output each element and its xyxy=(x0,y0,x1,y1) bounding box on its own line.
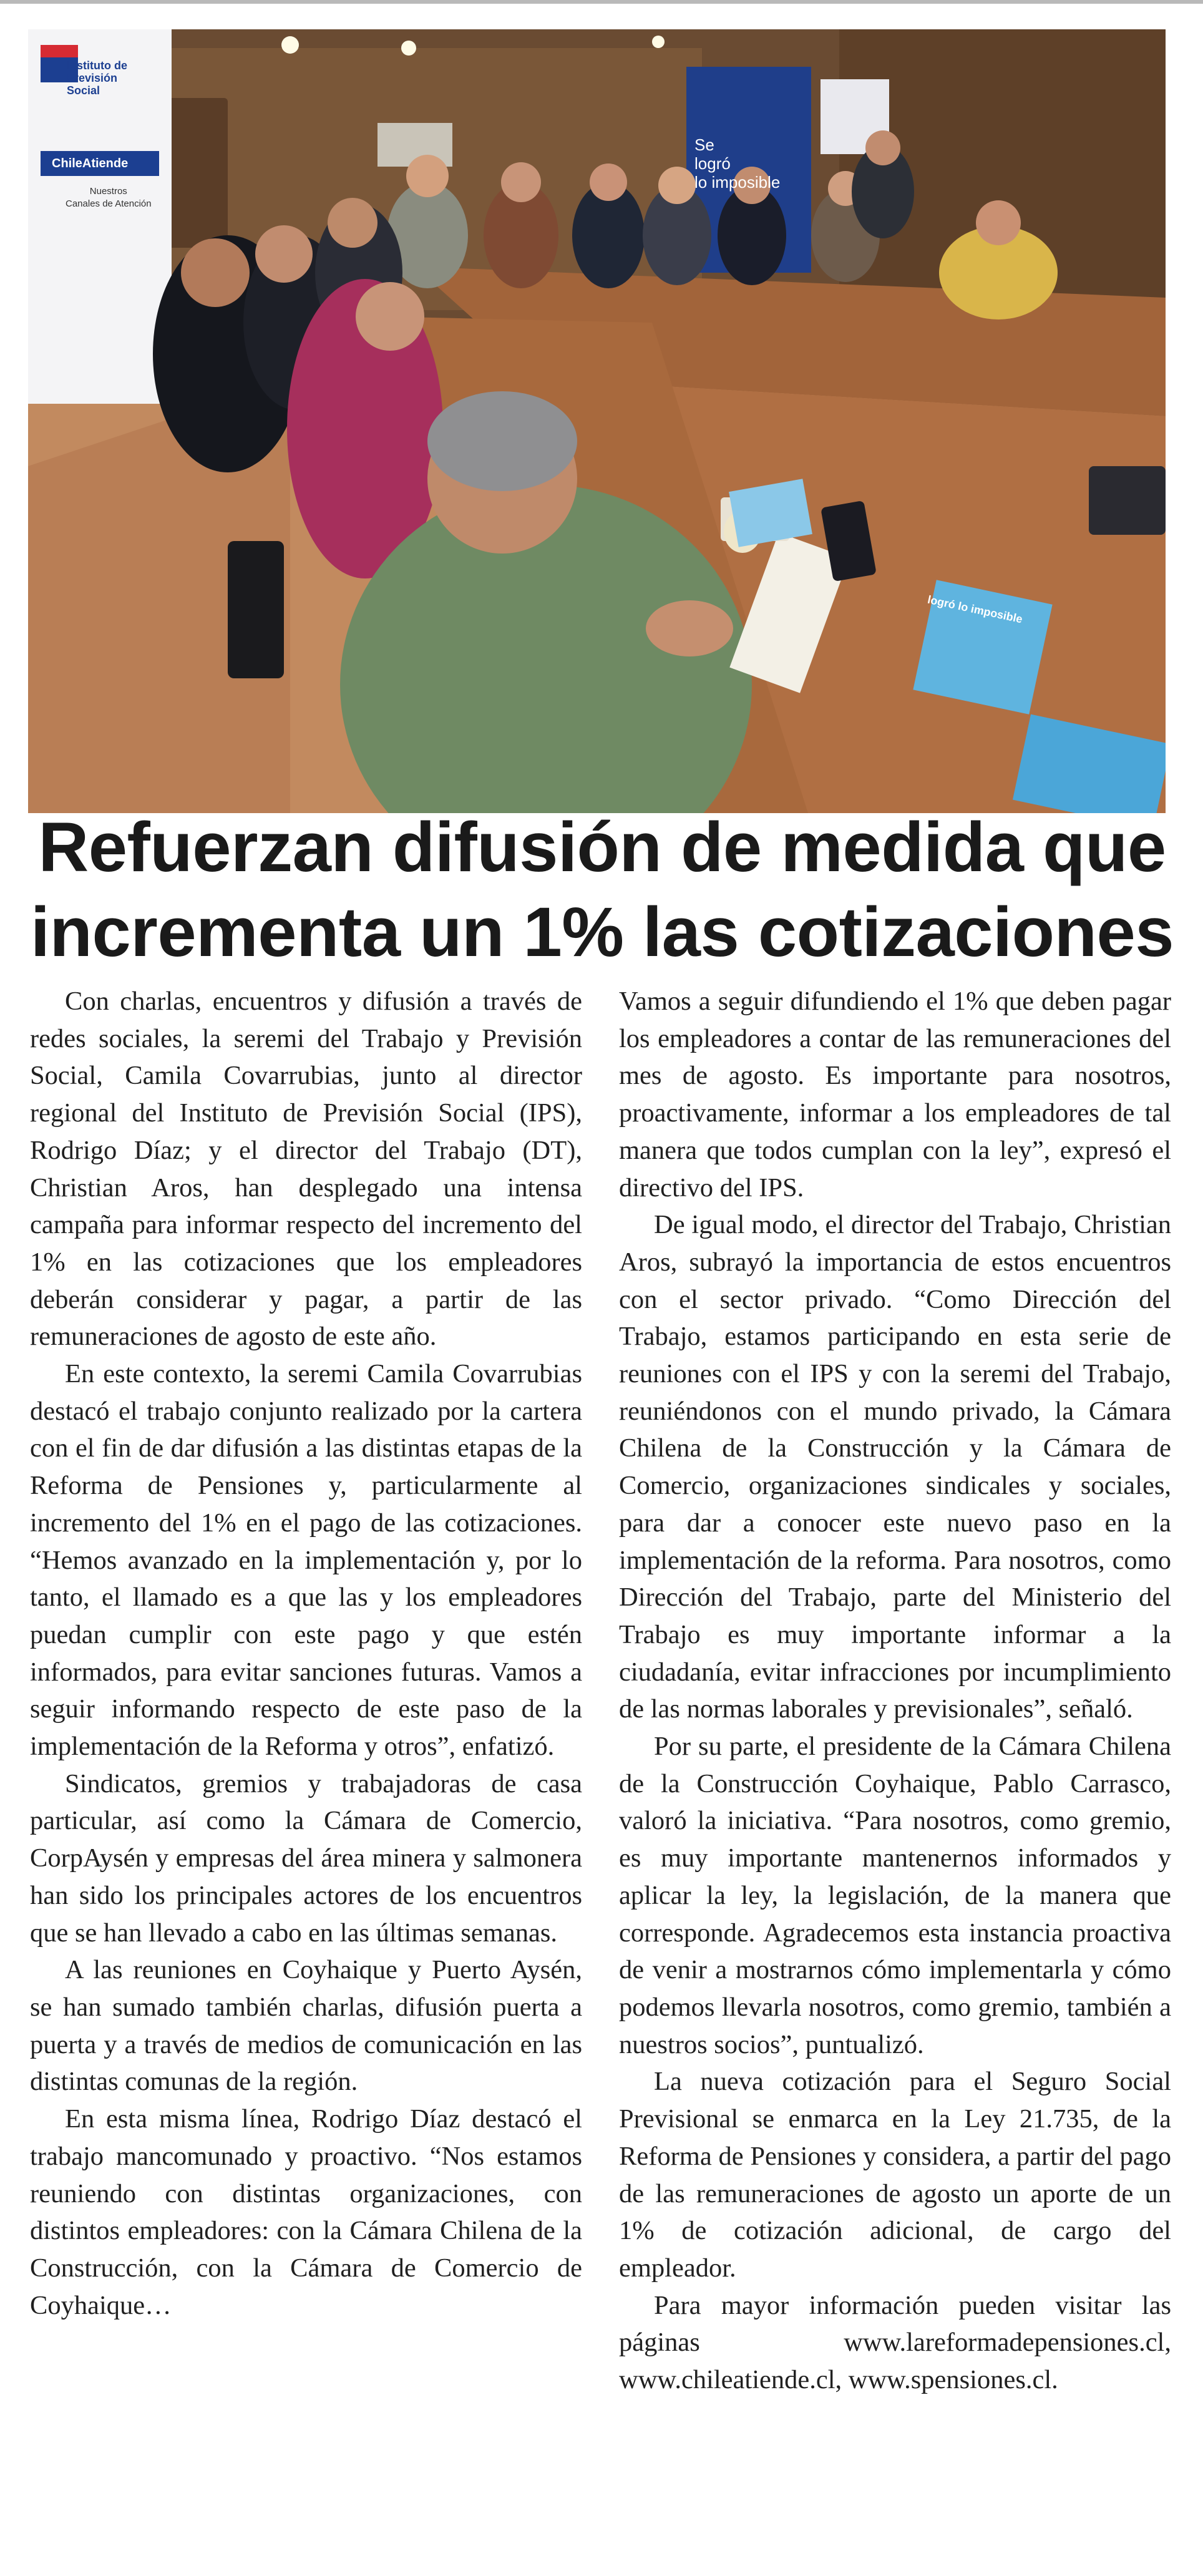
paragraph: Con charlas, encuentros y difusión a través de redes sociales, la seremi del Trabajo y Previsión Social, Camila Covarrubias, junto al director regional del Instituto de Previsión Social (IPS), Rodrigo Díaz; y el director del Trabajo (DT), Christian Aros, han desplegado una intensa campaña para informar respecto del incremento del 1% en las cotizaciones que los empleadores deberán considerar y pagar, a partir de las remuneraciones de agosto de este año. xyxy=(30,987,582,1352)
paragraph: En este contexto, la seremi Camila Covarrubias destacó el trabajo conjunto realizado por la cartera con el fin de dar difusión a las distintas etapas de la Reforma de Pensiones y, particularmente al incremento del 1% en el pago de las cotizaciones. “Hemos avanzado en la implementación y, por lo tanto, el llamado es a que las y los empleadores puedan cumplir con este pago y que estén informados, para evitar sanciones futuras. Vamos a seguir informando respecto de este paso de la implementación de la Reforma y otros”, enfatizó. xyxy=(30,1359,582,1762)
paragraph: Vamos a seguir difundiendo el 1% que deben pagar los empleadores a contar de las remuneraciones del mes de agosto. Es importante para nosotros, proactivamente, informar a los empleadores de tal manera que todos cumplan con la ley”, expresó el directivo del IPS. xyxy=(619,987,1171,1203)
center-banner-text xyxy=(694,135,780,192)
paragraph: A las reuniones en Coyhaique y Puerto Aysén, se han sumado también charlas, difusión puerta a puerta y a través de medios de comunicación en las distintas comunas de la región. xyxy=(30,1955,582,2097)
paragraph: Sindicatos, gremios y trabajadoras de casa particular, así como la Cámara de Comercio, CorpAysén y empresas del área minera y salmonera han sido los principales actores de los encuentros que se han llevado a cabo en las últimas semanas. xyxy=(30,1769,582,1948)
paragraph: Para mayor información pueden visitar las páginas www.lareformadepensiones.cl, www.chileatiende.cl, www.spensiones.cl. xyxy=(619,2290,1171,2395)
ips-banner-line1: Instituto de xyxy=(67,59,127,72)
banner-subtitle-line1: Nuestros xyxy=(89,186,127,197)
paragraph: En esta misma línea, Rodrigo Díaz destacó el trabajo mancomunado y proactivo. “Nos estamos reuniendo con distintas organizaciones, con distintos empleadores: con la Cámara Chilena de la Construcción, con la Cámara de Comercio de Coyhaique… xyxy=(30,2104,582,2320)
flyer-text: logró lo imposible xyxy=(926,593,1024,626)
article-headline xyxy=(25,805,1179,975)
ips-banner-line3: Social xyxy=(67,84,100,97)
banner-subtitle xyxy=(66,185,152,210)
center-banner-line1: Se xyxy=(694,135,714,154)
paragraph: Por su parte, el presidente de la Cámara Chilena de la Construcción Coyhaique, Pablo Carrasco, valoró la iniciativa. “Para nosotros, como gremio, es muy importante mantenernos informados y aplicar la ley, la legislación, de la manera que corresponde. Agradecemos esta instancia proactiva de venir a mostrarnos cómo implementarla y cómo podemos llevarla nosotros, como gremio, también a nuestros socios”, puntualizó. xyxy=(619,1732,1171,2059)
top-rule xyxy=(0,0,1203,4)
paragraph: De igual modo, el director del Trabajo, Christian Aros, subrayó la importancia de estos encuentros con el sector privado. “Como Dirección del Trabajo, estamos participando en esta serie de reuniones con el IPS y con la seremi del Trabajo, reuniéndonos con el mundo privado, la Cámara Chilena de la Construcción y la Cámara de Comercio, organizaciones sindicales y sociales, para dar a conocer este nuevo paso en la implementación de la reforma. Para nosotros, como Dirección del Trabajo, parte del Ministerio del Trabajo es muy importante informar a la ciudadanía, evitar infracciones por incumplimiento de las normas laborales y previsionales”, señaló. xyxy=(619,1210,1171,1724)
ips-banner-text xyxy=(67,59,127,97)
paragraph: La nueva cotización para el Seguro Social Previsional se enmarca en la Ley 21.735, de la Reforma de Pensiones y considera, a partir del pago de las remuneraciones de agosto un aporte de un 1% de cotización adicional, de cargo del empleador. xyxy=(619,2067,1171,2283)
ips-banner-line2: Previsión xyxy=(67,72,118,84)
article-column-left xyxy=(30,983,582,2324)
headline-line-1: Refuerzan difusión de medida que xyxy=(38,808,1166,886)
center-banner-line3: lo imposible xyxy=(694,173,781,192)
center-banner-line2: logró xyxy=(694,154,731,173)
chileatiende-brand: ChileAtiende xyxy=(52,157,129,170)
headline-line-2: incrementa un 1% las cotizaciones xyxy=(30,893,1174,971)
meeting-photo-illustration xyxy=(28,29,1166,813)
article-column-right xyxy=(619,983,1171,2399)
meeting-photo xyxy=(28,29,1166,813)
banner-subtitle-line2: Canales de Atención xyxy=(66,198,152,209)
